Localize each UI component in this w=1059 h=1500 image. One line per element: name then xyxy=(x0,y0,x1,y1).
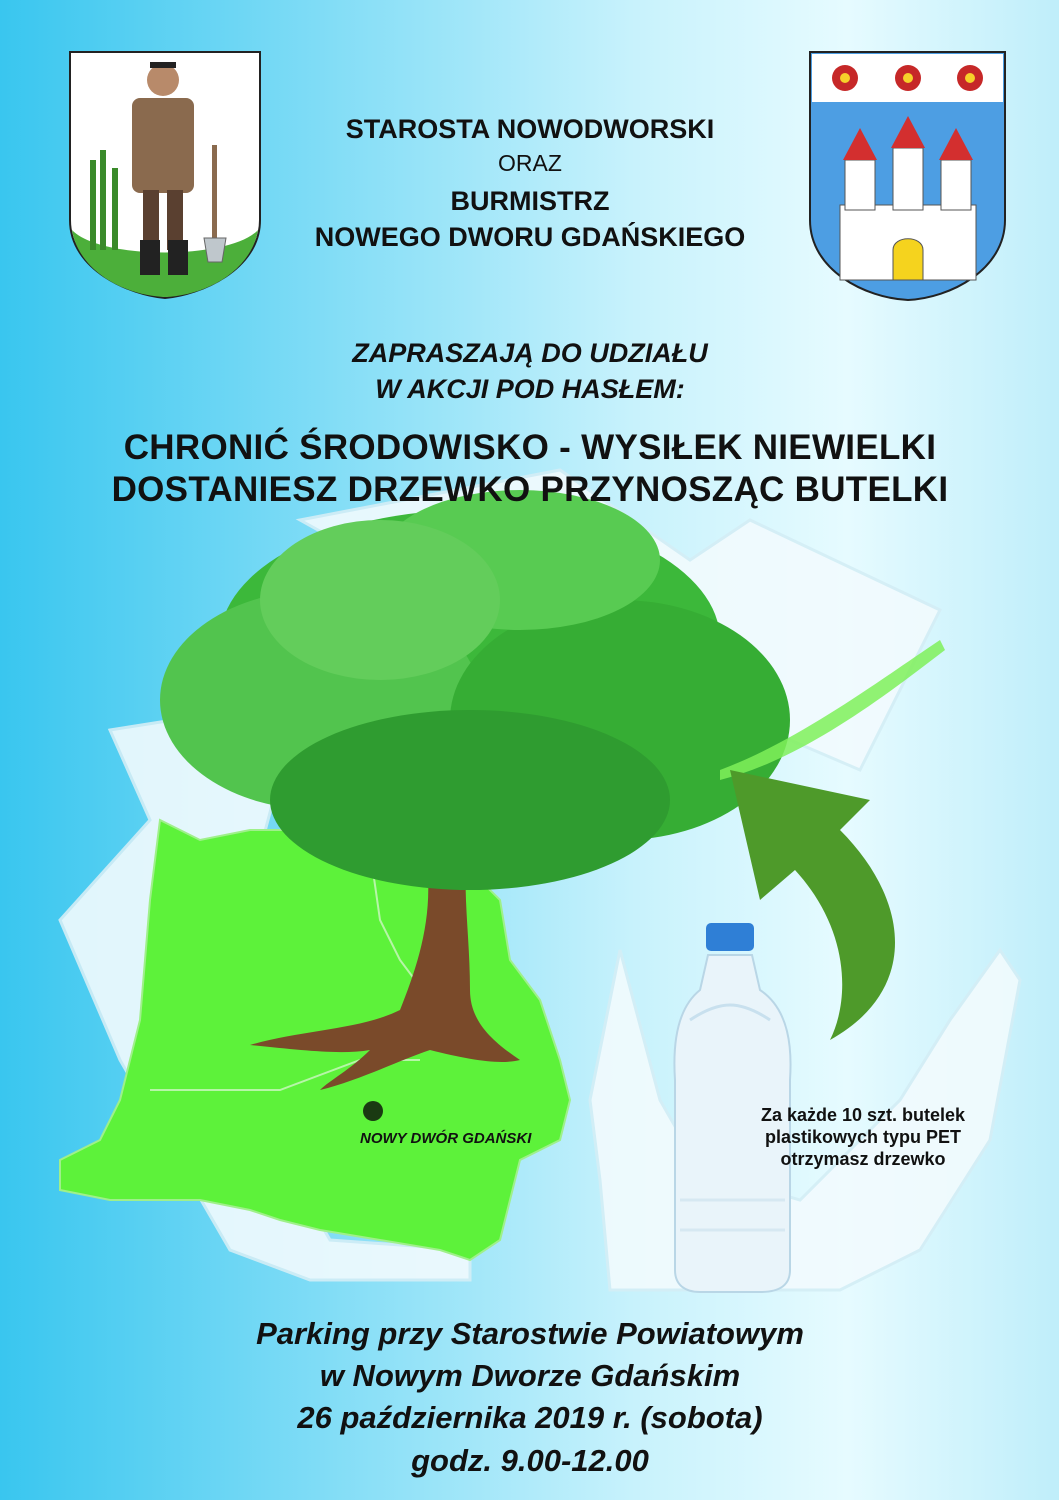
slogan-line-2: DOSTANIESZ DRZEWKO PRZYNOSZĄC BUTELKI xyxy=(111,470,949,509)
header-title-burmistrz: BURMISTRZ xyxy=(450,186,610,216)
header-title-town: NOWEGO DWORU GDAŃSKIEGO xyxy=(314,222,746,252)
town-coat-of-arms-icon xyxy=(810,52,1005,300)
county-coat-of-arms-icon xyxy=(70,52,260,298)
event-location-line-2: w Nowym Dworze Gdańskim xyxy=(319,1358,741,1393)
bottle-note-line-3: otrzymasz drzewko xyxy=(780,1149,946,1169)
invitation-line-2: W AKCJI POD HASŁEM: xyxy=(375,374,685,404)
bottle-note-line-1: Za każde 10 szt. butelek xyxy=(760,1105,966,1125)
event-time: godz. 9.00-12.00 xyxy=(411,1443,649,1478)
invitation-line-1: ZAPRASZAJĄ DO UDZIAŁU xyxy=(352,338,708,368)
bottle-note xyxy=(728,1104,998,1170)
town-marker xyxy=(363,1101,383,1121)
header-title-starosta: STAROSTA NOWODWORSKI xyxy=(345,114,715,144)
bottle-note-line-2: plastikowych typu PET xyxy=(764,1127,962,1147)
map-town-label: NOWY DWÓR GDAŃSKI xyxy=(360,1130,532,1147)
header-oraz: ORAZ xyxy=(498,150,562,176)
event-location-line-1: Parking przy Starostwie Powiatowym xyxy=(256,1316,804,1351)
event-date: 26 października 2019 r. (sobota) xyxy=(297,1400,763,1435)
slogan-line-1: CHRONIĆ ŚRODOWISKO - WYSIŁEK NIEWIELKI xyxy=(123,428,937,467)
